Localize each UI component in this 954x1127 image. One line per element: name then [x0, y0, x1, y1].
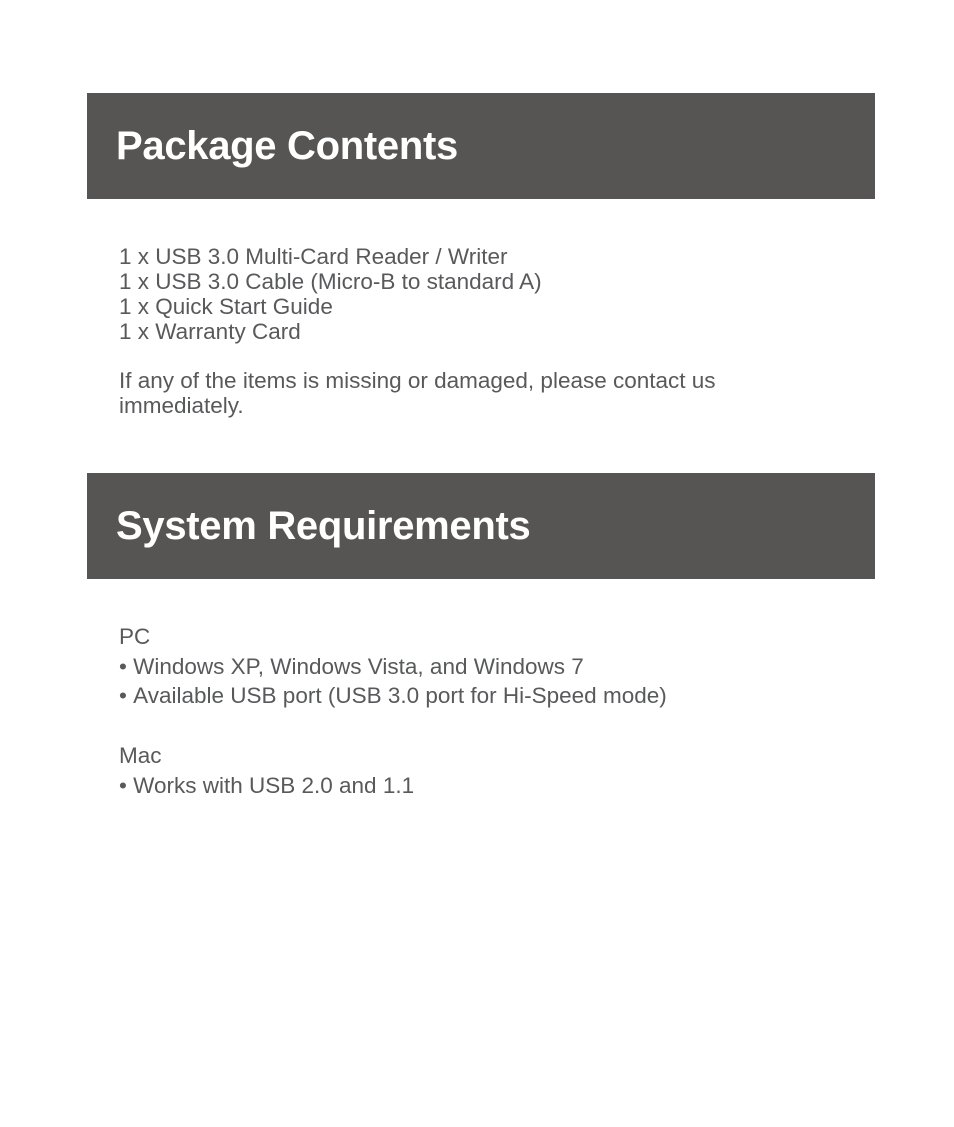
list-item: • Windows XP, Windows Vista, and Windows 7: [119, 652, 839, 682]
package-contents-note: [119, 368, 779, 418]
package-contents-header: [87, 93, 875, 199]
system-requirements-header: [87, 473, 875, 579]
list-item: • Works with USB 2.0 and 1.1: [119, 771, 839, 801]
pc-label: PC: [119, 624, 151, 649]
mac-label: Mac: [119, 743, 162, 768]
list-item: 1 x USB 3.0 Cable (Micro-B to standard A): [119, 269, 542, 294]
list-item: • Available USB port (USB 3.0 port for Hi-Speed mode): [119, 681, 839, 711]
package-contents-title: Package Contents: [116, 123, 458, 168]
list-item: 1 x USB 3.0 Multi-Card Reader / Writer: [119, 244, 508, 269]
mac-requirements: [119, 741, 839, 800]
list-item: 1 x Warranty Card: [119, 319, 301, 344]
missing-items-note: If any of the items is missing or damaged, please contact us immediately.: [119, 368, 716, 418]
system-requirements-title: System Requirements: [116, 503, 531, 548]
package-contents-list: [119, 244, 839, 344]
pc-requirements: [119, 622, 839, 711]
list-item: 1 x Quick Start Guide: [119, 294, 333, 319]
